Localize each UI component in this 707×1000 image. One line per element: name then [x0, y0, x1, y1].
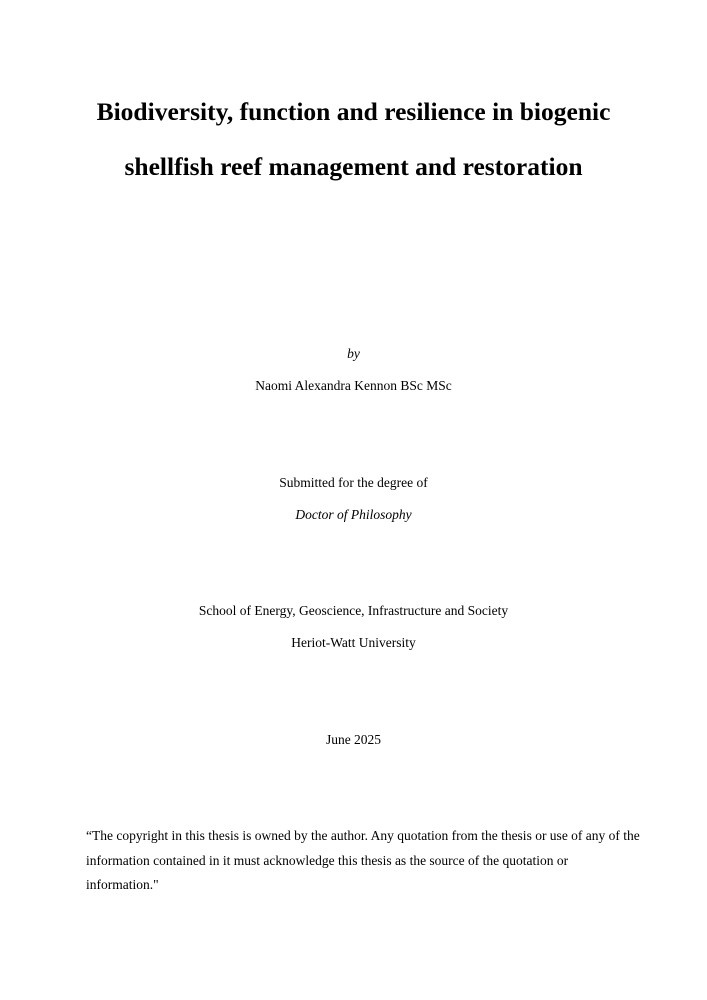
- copyright-line-2: information contained in it must acknowledge this thesis as the source of the quotation or: [86, 852, 569, 868]
- copyright-line-1: “The copyright in this thesis is owned by the author. Any quotation from the thesis or use of any of the: [86, 828, 640, 843]
- thesis-title-line-1: Biodiversity, function and resilience in biogenic: [96, 97, 611, 126]
- submission-date: June 2025: [325, 732, 382, 747]
- submission-statement: Submitted for the degree of: [279, 475, 428, 490]
- university-name: Heriot-Watt University: [291, 635, 416, 650]
- by-label: by: [347, 346, 360, 361]
- school-name: School of Energy, Geoscience, Infrastructure and Society: [198, 603, 509, 618]
- copyright-notice: [86, 824, 646, 898]
- degree-name: Doctor of Philosophy: [295, 507, 412, 522]
- author-name: Naomi Alexandra Kennon BSc MSc: [255, 378, 452, 393]
- thesis-title-line-2: shellfish reef management and restoration: [124, 152, 583, 181]
- copyright-line-3: information.": [86, 877, 159, 892]
- thesis-title: [40, 84, 667, 194]
